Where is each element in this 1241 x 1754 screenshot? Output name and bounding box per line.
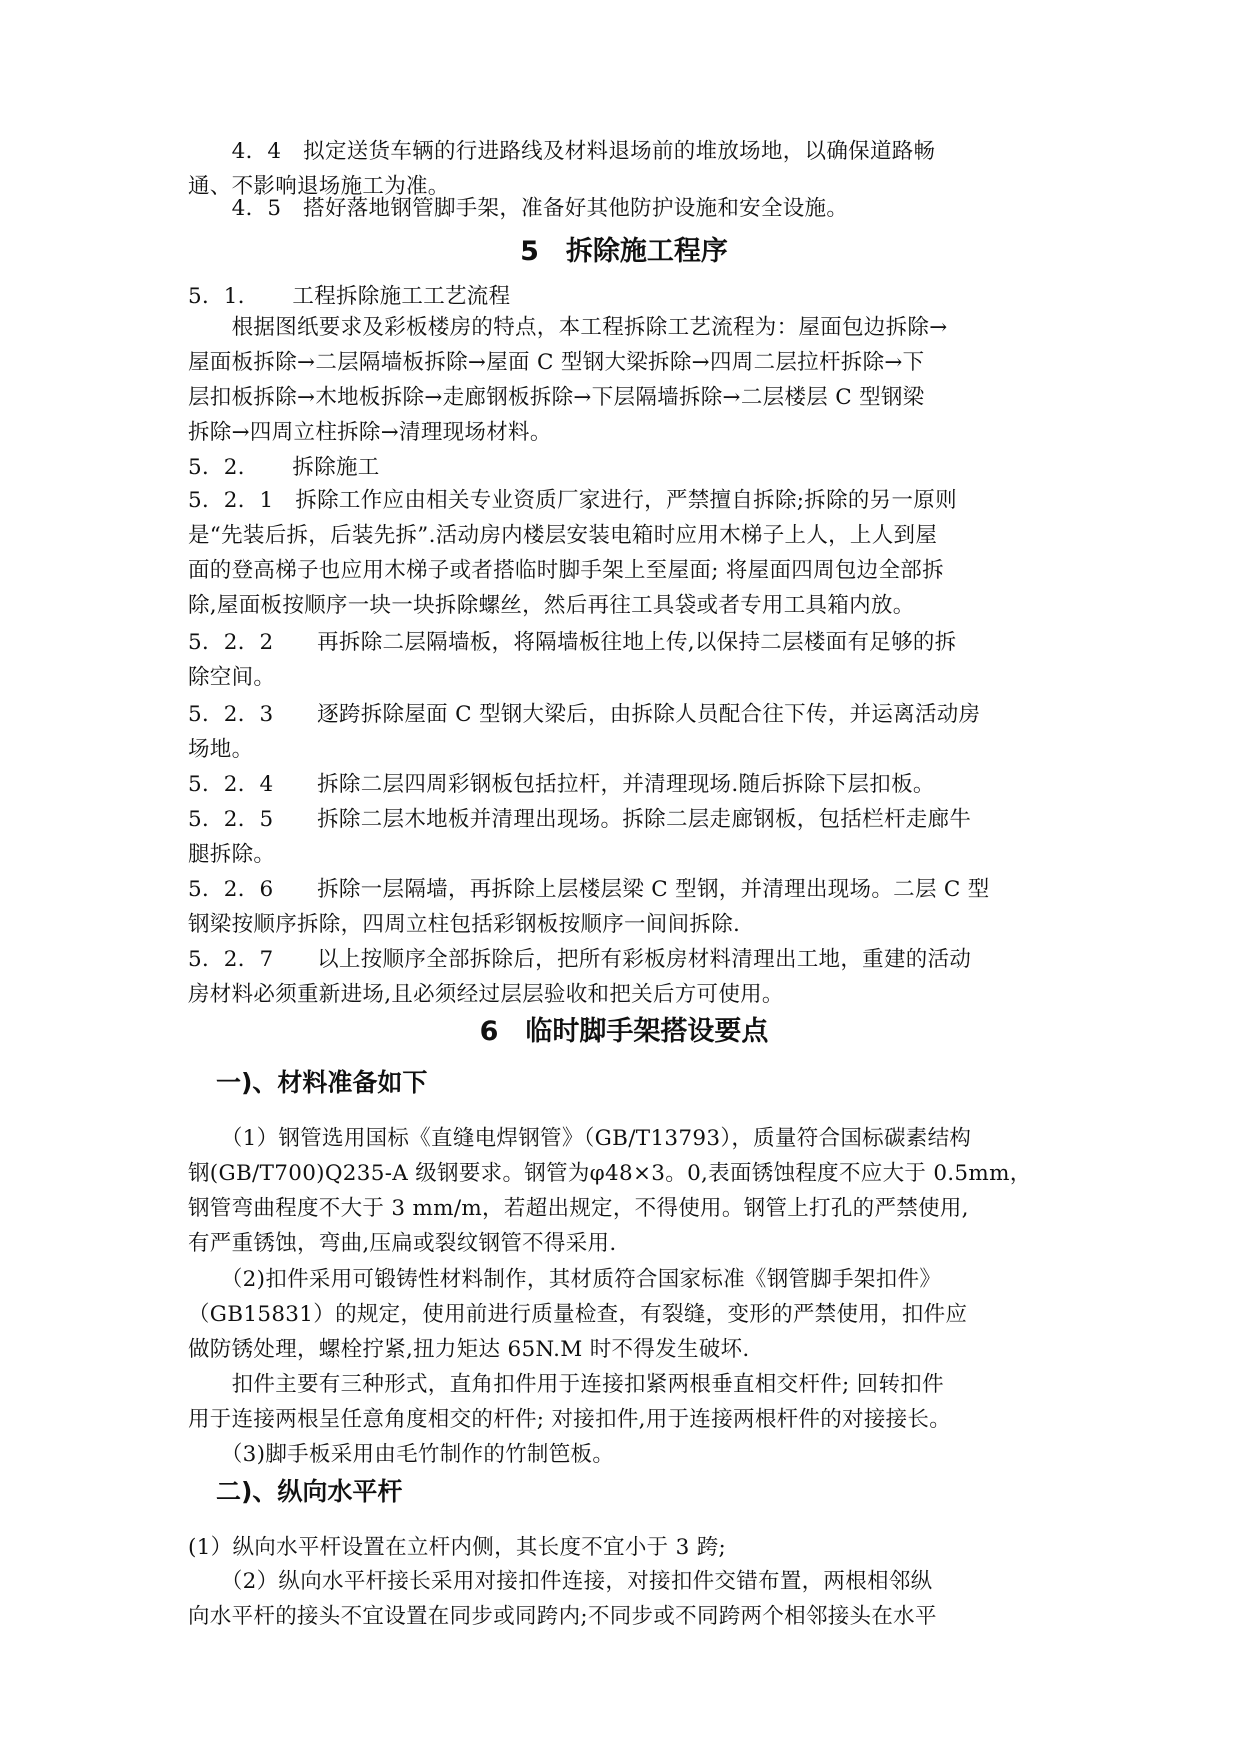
section-5-heading: 5 拆除施工程序 <box>520 236 728 267</box>
paragraph-5-1-body: 根据图纸要求及彩板楼房的特点，本工程拆除工艺流程为：屋面包边拆除→ 屋面板拆除→二层隔墙板拆除→屋面 C 型钢大梁拆除→四周二层拉杆拆除→下 层扣板拆除→木地板拆除→走廊钢板拆除→下层隔墙拆除→二层楼层 C 型钢梁 拆除→四周立柱拆除→清理现场材料。 <box>188 315 948 445</box>
paragraph-4-4: 4．4 拟定送货车辆的行进路线及材料退场前的堆放场地，以确保道路畅 通、不影响退场施工为准。 <box>188 139 936 199</box>
paragraph-4-5: 4．5 搭好落地钢管脚手架，准备好其他防护设施和安全设施。 <box>188 196 849 221</box>
paragraph-5-2-3: 5．2．3 逐跨拆除屋面 C 型钢大梁后，由拆除人员配合往下传，并运离活动房 场地。 <box>188 702 981 762</box>
paragraph-5-1-title: 5．1． 工程拆除施工工艺流程 <box>188 284 511 309</box>
paragraph-5-2-7: 5．2．7 以上按顺序全部拆除后，把所有彩板房材料清理出工地，重建的活动 房材料必须重新进场,且必须经过层层验收和把关后方可使用。 <box>188 947 972 1007</box>
paragraph-horizontal-2: （2）纵向水平杆接长采用对接扣件连接，对接扣件交错布置，两根相邻纵 向水平杆的接头不宜设置在同步或同跨内;不同步或不同跨两个相邻接头在水平 <box>188 1569 937 1629</box>
paragraph-5-2-4: 5．2．4 拆除二层四周彩钢板包括拉杆，并清理现场.随后拆除下层扣板。 <box>188 772 935 797</box>
paragraph-materials-2: （2)扣件采用可锻铸性材料制作，其材质符合国家标准《钢管脚手架扣件》 （GB15831）的规定，使用前进行质量检查，有裂缝，变形的严禁使用，扣件应 做防锈处理，螺栓拧紧,扭力矩达 65N.M 时不得发生破坏. <box>188 1267 968 1362</box>
subsection-horizontal-bar-heading: 二)、纵向水平杆 <box>216 1477 403 1506</box>
paragraph-fasteners: 扣件主要有三种形式，直角扣件用于连接扣紧两根垂直相交杆件; 回转扣件 用于连接两根呈任意角度相交的杆件; 对接扣件,用于连接两根杆件的对接接长。 <box>188 1372 952 1432</box>
paragraph-5-2-title: 5．2． 拆除施工 <box>188 455 380 480</box>
paragraph-5-2-1: 5．2．1 拆除工作应由相关专业资质厂家进行，严禁擅自拆除;拆除的另一原则 是“先装后拆，后装先拆”.活动房内楼层安装电箱时应用木梯子上人，上人到屋 面的登高梯子也应用木梯子或者搭临时脚手架上至屋面; 将屋面四周包边全部拆 除,屋面板按顺序一块一块拆除螺丝，然后再往工具袋或者专用工具箱内放。 <box>188 488 957 618</box>
section-6-heading: 6 临时脚手架搭设要点 <box>479 1016 769 1047</box>
paragraph-horizontal-1: (1）纵向水平杆设置在立杆内侧，其长度不宜小于 3 跨; <box>188 1535 727 1560</box>
paragraph-5-2-5: 5．2．5 拆除二层木地板并清理出现场。拆除二层走廊钢板，包括栏杆走廊牛 腿拆除。 <box>188 807 972 867</box>
paragraph-materials-1: （1）钢管选用国标《直缝电焊钢管》（GB/T13793），质量符合国标碳素结构 钢(GB/T700)Q235-A 级钢要求。钢管为φ48×3。0,表面锈蚀程度不应大于 0.5mm， 钢管弯曲程度不大于 3 mm/m，若超出规定，不得使用。钢管上打孔的严禁使用, 有严重锈蚀，弯曲,压扁或裂纹钢管不得采用. <box>188 1126 1032 1256</box>
paragraph-5-2-6: 5．2．6 拆除一层隔墙，再拆除上层楼层梁 C 型钢，并清理出现场。二层 C 型 钢梁按顺序拆除，四周立柱包括彩钢板按顺序一间间拆除. <box>188 877 990 937</box>
subsection-materials-heading: 一)、材料准备如下 <box>216 1068 428 1097</box>
paragraph-materials-3: （3)脚手板采用由毛竹制作的竹制笆板。 <box>188 1442 615 1467</box>
paragraph-5-2-2: 5．2．2 再拆除二层隔墙板，将隔墙板往地上传,以保持二层楼面有足够的拆 除空间。 <box>188 630 957 690</box>
